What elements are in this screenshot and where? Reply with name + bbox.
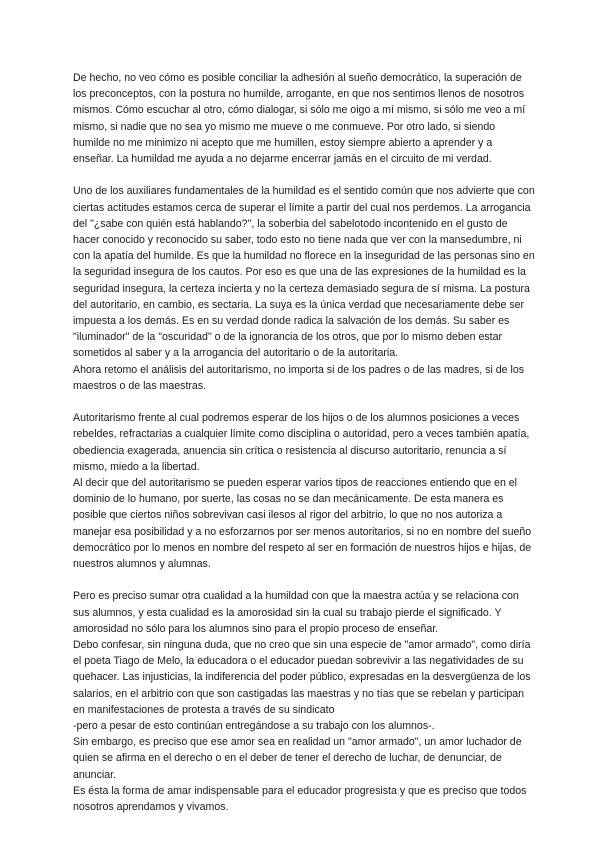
paragraph-amorosity: Pero es preciso sumar otra cualidad a la humildad con que la maestra actúa y se relaciona con sus alumnos, y esta cualidad es la amorosidad sin la cual su trabajo pierde el significado. Y amorosidad no sólo para los alumnos sino para el propio proceso de enseñar.: [73, 590, 519, 635]
paragraph-reactions: Autoritarismo frente al cual podremos esperar de los hijos o de los alumnos posiciones a veces rebeldes, refractarias a cualquier límite como disciplina o autoridad, pero a veces también apatía, obediencia exagerada, anuencia sin crítica o resistencia al discurso autoritario, renuncia a sí mismo, miedo a la libertad.: [73, 412, 530, 473]
paragraph-despite-this: -pero a pesar de esto continúan entregándose a su trabajo con los alumnos-.: [73, 720, 435, 733]
paragraph-spacer: [73, 572, 535, 588]
document-page: [73, 70, 535, 815]
paragraph-progressive-educator: Es ésta la forma de amar indispensable para el educador progresista y que es preciso que todos nosotros aprendamos y vivamos.: [73, 784, 527, 814]
paragraph-armed-love: Debo confesar, sin ninguna duda, que no creo que sin una especie de "amor armado", como diría el poeta Tiago de Melo, la educadora o el educador puedan sobrevivir a las negatividades de su quehacer. Las injusticias, la indiferencia del poder público, expresadas en la desvergüenza de los salarios, en el arbitrio con que son castigadas las maestras y no tías que se rebelan y participan en manifestaciones de protesta a través de su sindicato: [73, 639, 531, 716]
paragraph-human-domain: Al decir que del autoritarismo se pueden esperar varios tipos de reacciones entiendo que en el dominio de lo humano, por suerte, las cosas no se dan mecánicamente. De esta manera es posible que ciertos niños sobrevivan casi ilesos al rigor del arbitrio, lo que no nos autoriza a manejar esa posibilidad y a no esforzarnos por ser menos autoritarios, si no en nombre del sueño democrático por lo menos en nombre del respeto al ser en formación de nuestros hijos e hijas, de nuestros alumnos y alumnas.: [73, 477, 532, 571]
paragraph-fighting-love: Sin embargo, es preciso que ese amor sea en realidad un "amor armado", un amor luchador de quien se afirma en el derecho o en el deber de tener el derecho de luchar, de denunciar, de anunciar.: [73, 736, 522, 781]
paragraph-spacer: [73, 167, 535, 183]
paragraph-common-sense: Uno de los auxiliares fundamentales de la humildad es el sentido común que nos advierte que con ciertas actitudes estamos cerca de superar el límite a partir del cual nos perdemos. La arrogancia del "¿sabe con quién está hablando?", la soberbia del sabelotodo incontenido en el gusto de hacer conocido y reconocido su saber, todo esto no tiene nada que ver con la mansedumbre, ni con la apatía del humilde. Es que la humildad no florece en la inseguridad de las personas sino en la seguridad insegura de los cautos. Por eso es que una de las expresiones de la humildad es la seguridad insegura, la certeza incierta y no la certeza demasiado segura de sí misma. La postura del autoritario, en cambio, es sectaria. La suya es la única verdad que necesariamente debe ser impuesta a los demás. Es en su verdad donde radica la salvación de los demás. Su saber es "iluminador" de la "oscuridad" o de la ignorancia de los otros, que por lo mismo deben estar sometidos al saber y a la arrogancia del autoritario o de la autoritaria.: [73, 185, 535, 360]
paragraph-spacer: [73, 394, 535, 410]
paragraph-authoritarianism-analysis: Ahora retomo el análisis del autoritarismo, no importa si de los padres o de las madres, si de los maestros o de las maestras.: [73, 363, 525, 392]
paragraph-humility-democracy: De hecho, no veo cómo es posible conciliar la adhesión al sueño democrático, la superación de los preconceptos, con la postura no humilde, arrogante, en que nos sentimos llenos de nosotros mismos. Cómo escuchar al otro, cómo dialogar, si sólo me oigo a mí mismo, si sólo me veo a mí mismo, si nadie que no sea yo mismo me mueve o me conmueve. Por otro lado, si siendo humilde no me minimizo ni acepto que me humillen, estoy siempre abierto a aprender y a enseñar. La humildad me ayuda a no dejarme encerrar jamás en el circuito de mi verdad.: [73, 72, 526, 166]
